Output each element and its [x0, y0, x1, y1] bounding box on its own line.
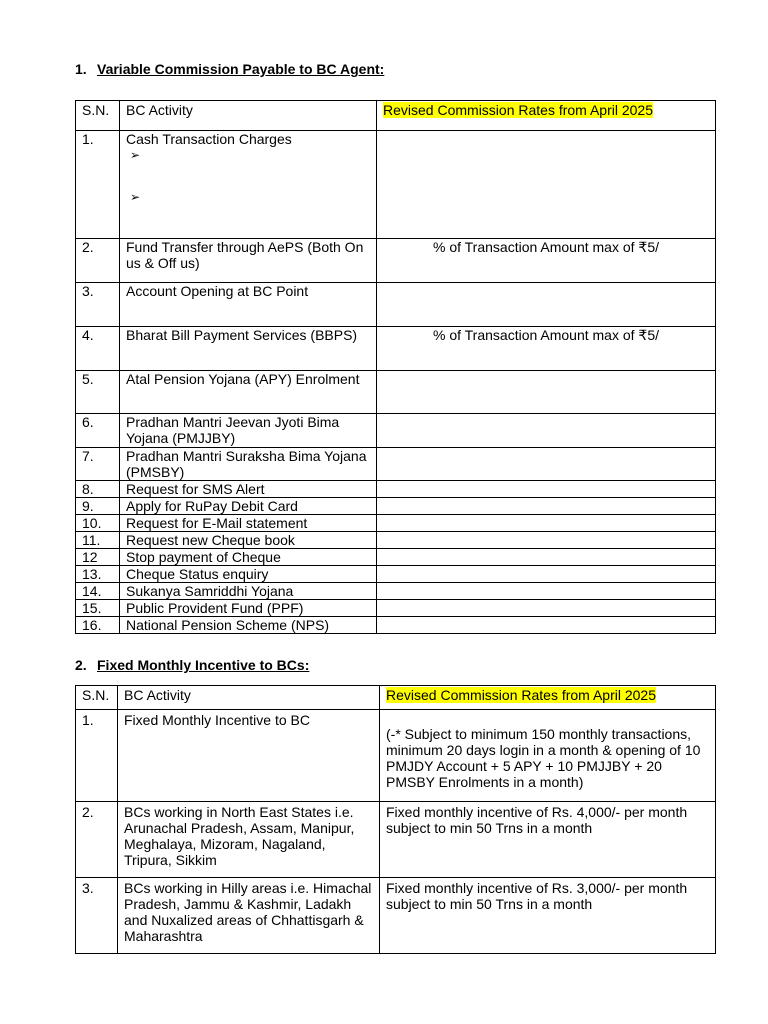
table-row — [76, 583, 716, 600]
table-row — [76, 239, 716, 283]
row-sn: 1. — [76, 131, 120, 239]
row-rate — [377, 566, 716, 583]
row-rate: % of Transaction Amount max of ₹5/ — [377, 327, 716, 371]
row-activity: Cheque Status enquiry — [120, 566, 377, 583]
row-activity: Request for E-Mail statement — [120, 515, 377, 532]
row-activity: Apply for RuPay Debit Card — [120, 498, 377, 515]
row-activity: Request new Cheque book — [120, 532, 377, 549]
table-header-row — [76, 686, 716, 710]
table-row — [76, 283, 716, 327]
table-row — [76, 515, 716, 532]
table-row — [76, 371, 716, 414]
row-rate — [377, 481, 716, 498]
row-rate — [377, 600, 716, 617]
table-header-row — [76, 101, 716, 131]
header-rate-label: Revised Commission Rates from April 2025 — [386, 687, 656, 703]
table-row — [76, 532, 716, 549]
table-row — [76, 131, 716, 239]
table-row — [76, 802, 716, 878]
row-rate: Fixed monthly incentive of Rs. 3,000/- per month subject to min 50 Trns in a month — [380, 878, 716, 954]
table-row — [76, 448, 716, 481]
row-sn: 8. — [76, 481, 120, 498]
row-activity: Stop payment of Cheque — [120, 549, 377, 566]
table-row — [76, 617, 716, 634]
row-activity: Fund Transfer through AePS (Both On us & Off us) — [120, 239, 377, 283]
section-1-heading — [75, 61, 384, 77]
header-sn: S.N. — [76, 101, 120, 131]
header-sn: S.N. — [76, 686, 118, 710]
row-activity: Account Opening at BC Point — [120, 283, 377, 327]
section-2-heading — [75, 657, 309, 673]
row-rate: % of Transaction Amount max of ₹5/ — [377, 239, 716, 283]
row-activity: Pradhan Mantri Suraksha Bima Yojana (PMSBY) — [120, 448, 377, 481]
row-rate — [377, 498, 716, 515]
table-row — [76, 710, 716, 802]
arrow-bullet-icon: ➢ — [130, 190, 141, 204]
table-row — [76, 878, 716, 954]
row-sn: 10. — [76, 515, 120, 532]
row-sn: 3. — [76, 283, 120, 327]
row-activity: Sukanya Samriddhi Yojana — [120, 583, 377, 600]
row-rate — [377, 583, 716, 600]
row-rate — [377, 448, 716, 481]
row-activity-label: Cash Transaction Charges — [126, 131, 292, 147]
table-row — [76, 566, 716, 583]
row-sn: 6. — [76, 414, 120, 448]
row-sn: 2. — [76, 239, 120, 283]
variable-commission-table — [75, 100, 716, 634]
row-rate — [377, 549, 716, 566]
row-activity: Pradhan Mantri Jeevan Jyoti Bima Yojana (PMJJBY) — [120, 414, 377, 448]
section-2-number: 2. — [75, 657, 87, 673]
row-sn: 14. — [76, 583, 120, 600]
row-sn: 3. — [76, 878, 118, 954]
row-activity — [120, 131, 377, 239]
header-activity: BC Activity — [120, 101, 377, 131]
row-rate: Fixed monthly incentive of Rs. 4,000/- per month subject to min 50 Trns in a month — [380, 802, 716, 878]
table-row — [76, 481, 716, 498]
row-sn: 11. — [76, 532, 120, 549]
row-activity: Fixed Monthly Incentive to BC — [118, 710, 380, 802]
row-rate — [377, 283, 716, 327]
row-sn: 7. — [76, 448, 120, 481]
table-row — [76, 549, 716, 566]
row-sn: 16. — [76, 617, 120, 634]
row-sn: 2. — [76, 802, 118, 878]
section-1-title: Variable Commission Payable to BC Agent: — [97, 61, 385, 77]
row-activity: Request for SMS Alert — [120, 481, 377, 498]
header-rate — [380, 686, 716, 710]
row-rate — [377, 131, 716, 239]
table-row — [76, 498, 716, 515]
header-rate — [377, 101, 716, 131]
header-rate-label: Revised Commission Rates from April 2025 — [383, 102, 653, 118]
row-activity: National Pension Scheme (NPS) — [120, 617, 377, 634]
header-activity: BC Activity — [118, 686, 380, 710]
row-rate — [377, 617, 716, 634]
row-activity: Public Provident Fund (PPF) — [120, 600, 377, 617]
fixed-incentive-table — [75, 685, 716, 954]
row-rate: (-* Subject to minimum 150 monthly transactions, minimum 20 days login in a month & opening of 10 PMJDY Account + 5 APY + 10 PMJJBY + 20 PMSBY Enrolments in a month) — [380, 710, 716, 802]
section-2-title: Fixed Monthly Incentive to BCs: — [97, 657, 310, 673]
section-1-number: 1. — [75, 61, 87, 77]
row-sn: 13. — [76, 566, 120, 583]
row-rate — [377, 414, 716, 448]
row-rate — [377, 371, 716, 414]
row-sn: 9. — [76, 498, 120, 515]
row-sn: 1. — [76, 710, 118, 802]
row-rate — [377, 515, 716, 532]
table-row — [76, 600, 716, 617]
row-rate — [377, 532, 716, 549]
row-sn: 15. — [76, 600, 120, 617]
row-sn: 4. — [76, 327, 120, 371]
table-row — [76, 414, 716, 448]
row-activity: BCs working in North East States i.e. Arunachal Pradesh, Assam, Manipur, Meghalaya, Mizoram, Nagaland, Tripura, Sikkim — [118, 802, 380, 878]
table-row — [76, 327, 716, 371]
row-activity: Bharat Bill Payment Services (BBPS) — [120, 327, 377, 371]
row-activity: BCs working in Hilly areas i.e. Himachal Pradesh, Jammu & Kashmir, Ladakh and Nuxalized areas of Chhattisgarh & Maharashtra — [118, 878, 380, 954]
row-activity: Atal Pension Yojana (APY) Enrolment — [120, 371, 377, 414]
row-sn: 5. — [76, 371, 120, 414]
row-sn: 12 — [76, 549, 120, 566]
arrow-bullet-icon: ➢ — [130, 148, 141, 162]
